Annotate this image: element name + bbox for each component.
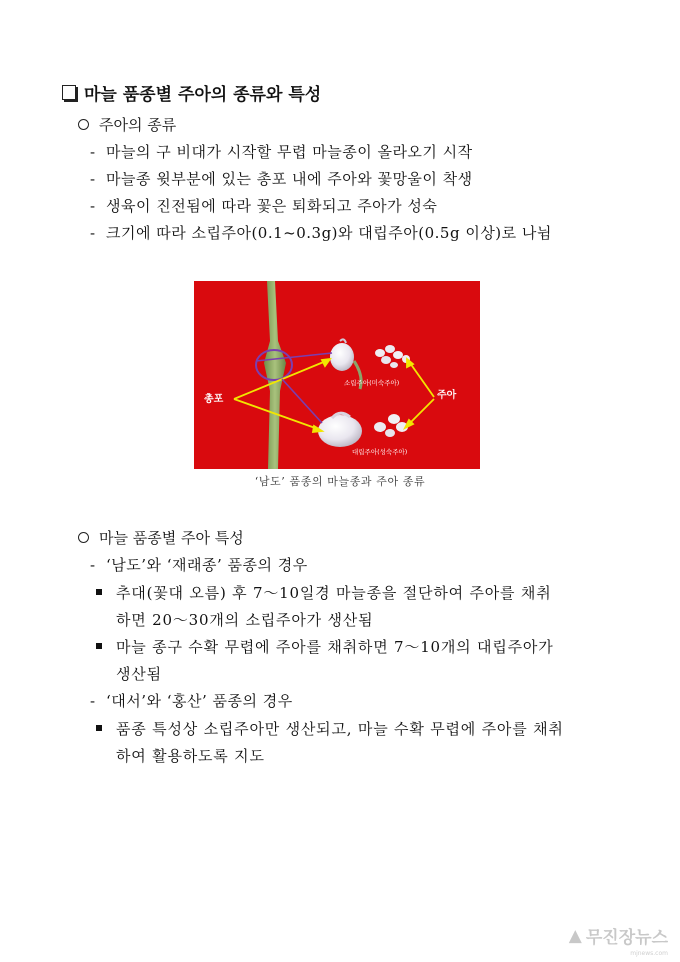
watermark [568,923,668,957]
square-bullet-icon [96,589,102,595]
small-bulbils-cluster [375,345,410,368]
traits-group-1-bullet-2-line-2 [116,663,162,684]
traits-group-2-bullet-1-line-1 [96,718,564,739]
label-chongpo: 총포 [204,394,224,405]
top-garlic-bulb [330,343,354,371]
circle-bullet-icon [78,119,89,130]
traits-group-2-title: - ‘대서’와 ‘홍산’ 품종의 경우 [90,692,293,710]
traits-group-1-title: - ‘남도’와 ‘재래종’ 품종의 경우 [90,556,308,574]
traits-group-1-title-text: ‘남도’와 ‘재래종’ 품종의 경우 [106,556,308,574]
traits-group-2-bullet-1-line-2 [116,745,265,766]
checkbox-square-icon [62,85,76,100]
types-item-2-text: 마늘종 윗부분에 있는 총포 내에 주아와 꽃망울이 착생 [106,170,473,188]
traits-heading [78,527,244,548]
section-title [62,80,321,105]
traits-group-2-title-text: ‘대서’와 ‘홍산’ 품종의 경우 [106,692,293,710]
label-small-bulbil: 소립주아(미숙주아) [344,379,400,387]
watermark-text: 무진장뉴스 [585,928,668,948]
types-heading-text: 주아의 종류 [99,116,177,134]
types-item-1-text: 마늘의 구 비대가 시작할 무렵 마늘종이 올라오기 시작 [106,143,473,161]
garlic-photo [194,281,480,469]
bullet-text: 마늘 종구 수확 무렵에 주아를 채취하면 7～10개의 대립주아가 [116,638,554,656]
types-item-2: - 마늘종 윗부분에 있는 총포 내에 주아와 꽃망울이 착생 [90,170,473,188]
garlic-scape-stem [264,281,286,469]
bullet-text: 하면 20～30개의 소립주아가 생산됨 [116,611,374,629]
traits-group-1-bullet-1-line-2 [116,609,373,630]
types-item-1: - 마늘의 구 비대가 시작할 무렵 마늘종이 올라오기 시작 [90,143,473,161]
large-bulbils-cluster [374,414,408,437]
traits-group-1-bullet-1-line-1 [96,582,552,603]
circle-bullet-icon [78,532,89,543]
types-item-4-text: 크기에 따라 소립주아(0.1~0.3g)와 대립주아(0.5g 이상)로 나뉨 [106,224,552,242]
types-item-3-text: 생육이 진전됨에 따라 꽃은 퇴화되고 주아가 성숙 [106,197,438,215]
watermark-sub: mjnews.com [630,950,668,957]
section-title-text: 마늘 품종별 주아의 종류와 특성 [84,85,322,105]
top-bulb-tip [340,339,346,343]
types-heading [78,114,176,135]
bottom-garlic-bulb [318,415,362,447]
label-large-bulbil: 대립주아(성숙주아) [352,448,408,456]
bullet-text: 추대(꽃대 오름) 후 7～10일경 마늘종을 절단하여 주아를 채취 [116,584,552,602]
garlic-photo-svg [194,281,480,469]
mountain-logo-icon: ▲ [568,925,582,946]
bullet-text: 생산됨 [116,665,162,683]
photo-caption: ‘남도’ 품종의 마늘종과 주아 종류 [254,475,426,488]
square-bullet-icon [96,643,102,649]
bullet-text: 하여 활용하도록 지도 [116,747,265,765]
bullet-text: 품종 특성상 소립주아만 생산되고, 마늘 수확 무렵에 주아를 채취 [116,720,564,738]
traits-heading-text: 마늘 품종별 주아 특성 [99,529,244,547]
types-item-3: - 생육이 진전됨에 따라 꽃은 퇴화되고 주아가 성숙 [90,197,438,215]
label-jua: 주아 [437,390,457,401]
traits-group-1-bullet-2-line-1 [96,636,553,657]
square-bullet-icon [96,725,102,731]
types-item-4: - 크기에 따라 소립주아(0.1~0.3g)와 대립주아(0.5g 이상)로 나뉨 [90,224,552,242]
